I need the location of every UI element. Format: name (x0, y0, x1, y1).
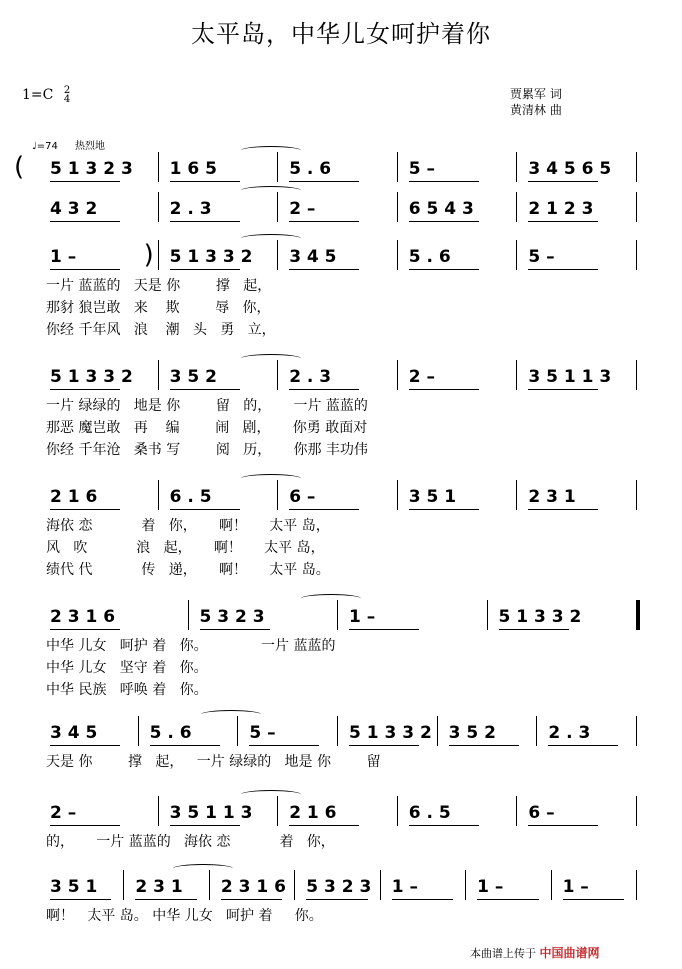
tempo-marking (32, 137, 105, 152)
measure: 2 . 3 (548, 723, 591, 743)
barline (123, 870, 124, 900)
barline (397, 240, 398, 270)
barline (516, 360, 517, 390)
tempo-value: ♩=74 (32, 141, 58, 152)
beam-underline (50, 389, 120, 390)
barline (636, 796, 637, 826)
lyric-line: 的， 一片 蓝蓝的 海依 恋 着 你， (46, 834, 335, 850)
measure: 1 6 5 (169, 159, 217, 179)
measure: 2 1 2 3 (528, 199, 594, 219)
measure: 3 5 2 (169, 367, 217, 387)
slur-tie (241, 474, 301, 483)
beam-underline (528, 221, 598, 222)
measure: 3 4 5 (50, 723, 98, 743)
notation-line (0, 152, 682, 192)
beam-underline (170, 509, 240, 510)
beam-underline (289, 269, 359, 270)
beam-underline (289, 181, 359, 182)
beam-underline (170, 389, 240, 390)
lyric-line: 中华 儿女 坚守 着 你。 (46, 660, 208, 676)
beam-underline (200, 629, 270, 630)
measure: 2 3 1 6 (220, 877, 286, 897)
beam-underline (392, 899, 453, 900)
notation-line (0, 198, 682, 232)
barline (397, 192, 398, 222)
beam-underline (409, 509, 479, 510)
barline (158, 192, 159, 222)
repeat-close-paren: ) (143, 240, 154, 270)
measure: 1 – (50, 247, 77, 267)
barline (636, 152, 637, 182)
barline (337, 600, 338, 630)
beam-underline (50, 509, 120, 510)
barline (158, 796, 159, 826)
measure: 2 . 3 (289, 367, 332, 387)
beam-underline (548, 745, 618, 746)
barline (397, 796, 398, 826)
measure: 3 5 1 (50, 877, 98, 897)
beam-underline (563, 899, 624, 900)
barline (636, 716, 637, 746)
beam-underline (50, 745, 120, 746)
beam-underline (477, 899, 538, 900)
measure: 6 5 4 3 (408, 199, 474, 219)
measure: 6 – (528, 803, 555, 823)
notation-line (0, 240, 682, 280)
beam-underline (135, 899, 196, 900)
barline (277, 240, 278, 270)
barline (487, 600, 488, 630)
footer-text: 本曲谱上传于 (470, 947, 536, 960)
measure: 6 . 5 (169, 487, 212, 507)
barline (636, 192, 637, 222)
slur-tie (173, 864, 233, 873)
barline (636, 240, 637, 270)
measure: 2 – (50, 803, 77, 823)
measure: 3 5 1 (408, 487, 457, 507)
barline (380, 870, 381, 900)
measure: 1 – (391, 877, 418, 897)
barline (158, 152, 159, 182)
barline (158, 240, 159, 270)
notation-line (0, 366, 682, 400)
beam-underline (289, 509, 359, 510)
barline (636, 360, 637, 390)
slur-tie (201, 710, 261, 719)
measure: 5 3 2 3 (306, 877, 372, 897)
key-label: 1=C (22, 87, 54, 103)
measure: 5 1 3 3 2 (498, 607, 582, 627)
lyric-line: 那恶 魔岂敢 再 编 闹 剧， 你勇 敢面对 (46, 420, 368, 436)
barline (636, 600, 640, 630)
time-signature-top: 2 (63, 85, 71, 96)
beam-underline (50, 221, 120, 222)
measure: 5 – (249, 723, 276, 743)
notation-line (0, 486, 682, 520)
measure: 1 – (349, 607, 376, 627)
barline (465, 870, 466, 900)
beam-underline (249, 745, 319, 746)
barline (277, 480, 278, 510)
barline (277, 192, 278, 222)
measure: 2 . 3 (169, 199, 212, 219)
slur-tie (241, 186, 301, 195)
measure: 2 3 1 6 (50, 607, 116, 627)
repeat-open-paren: ( (14, 152, 25, 182)
measure: 3 4 5 (289, 247, 337, 267)
beam-underline (409, 389, 479, 390)
lyric-line: 中华 儿女 呵护 着 你。 一片 蓝蓝的 (46, 638, 336, 654)
barline (437, 716, 438, 746)
lyric-line: 你经 千年沧 桑书 写 阅 历， 你那 丰功伟 (46, 442, 368, 458)
lyric-line: 一片 绿绿的 地是 你 留 的， 一片 蓝蓝的 (46, 398, 368, 414)
beam-underline (306, 899, 367, 900)
page-title: 太平岛，中华儿女呵护着你 (191, 20, 491, 48)
slur-tie (301, 594, 361, 603)
barline (158, 480, 159, 510)
beam-underline (150, 745, 220, 746)
measure: 5 1 3 3 2 (50, 367, 133, 387)
lyric-line: 绩代 代 传 递， 啊！ 太平 岛。 (46, 562, 330, 578)
beam-underline (409, 825, 479, 826)
lyric-line: 海依 恋 着 你， 啊！ 太平 岛， (46, 518, 330, 534)
measure: 5 – (528, 247, 555, 267)
barline (277, 152, 278, 182)
slur-tie (241, 234, 301, 243)
measure: 5 – (408, 159, 436, 179)
beam-underline (528, 269, 598, 270)
measure: 1 – (562, 877, 589, 897)
beam-underline (528, 825, 598, 826)
time-signature (64, 86, 70, 104)
notation-line (0, 876, 682, 910)
barline (636, 480, 637, 510)
barline (397, 152, 398, 182)
lyric-line: 天是 你 撑 起， 一片 绿绿的 地是 你 留 (46, 754, 381, 770)
notation-line (0, 722, 682, 756)
beam-underline (528, 389, 598, 390)
beam-underline (528, 181, 598, 182)
barline (237, 716, 238, 746)
measure: 3 5 1 1 3 (528, 367, 612, 387)
beam-underline (170, 269, 240, 270)
measure: 3 5 2 (448, 723, 496, 743)
measure: 2 – (289, 199, 316, 219)
beam-underline (50, 825, 120, 826)
slur-tie (241, 146, 301, 155)
barline (636, 870, 637, 900)
barline (209, 870, 210, 900)
measure: 4 3 2 (50, 199, 98, 219)
lyric-line: 那豺 狼岂敢 来 欺 辱 你， (46, 300, 271, 316)
beam-underline (170, 221, 240, 222)
lyric-line: 一片 蓝蓝的 天是 你 撑 起， (46, 278, 272, 294)
beam-underline (409, 221, 479, 222)
measure: 5 . 6 (408, 247, 451, 267)
lyric-line: 你经 千年风 浪 潮 头 勇 立， (46, 322, 276, 338)
beam-underline (50, 181, 120, 182)
barline (516, 240, 517, 270)
beam-underline (221, 899, 282, 900)
measure: 6 . 5 (408, 803, 451, 823)
measure: 1 – (477, 877, 504, 897)
barline (294, 870, 295, 900)
measure: 5 1 3 2 3 (50, 159, 133, 179)
site-logo: 中国曲谱网 (539, 946, 600, 960)
footer (470, 944, 600, 961)
lyric-line: 中华 民族 呼唤 着 你。 (46, 682, 208, 698)
beam-underline (449, 745, 519, 746)
beam-underline (289, 221, 359, 222)
slur-tie (241, 354, 301, 363)
barline (397, 480, 398, 510)
beam-underline (170, 825, 240, 826)
notation-line (0, 606, 682, 640)
barline (551, 870, 552, 900)
barline (536, 716, 537, 746)
measure: 3 4 5 6 5 (528, 159, 612, 179)
notation-line (0, 802, 682, 836)
lyric-line: 啊！ 太平 岛。 中华 儿女 呵护 着 你。 (46, 908, 323, 924)
measure: 5 1 3 3 2 (349, 723, 432, 743)
slur-tie (241, 790, 301, 799)
barline (277, 360, 278, 390)
measure: 5 3 2 3 (199, 607, 265, 627)
beam-underline (349, 629, 419, 630)
expression-mark: 热烈地 (75, 141, 106, 152)
measure: 2 3 1 (135, 877, 183, 897)
measure: 5 1 3 3 2 (169, 247, 253, 267)
lyricist: 贾累军 词 (510, 87, 562, 101)
key-signature (22, 86, 70, 104)
barline (516, 480, 517, 510)
beam-underline (289, 389, 359, 390)
beam-underline (170, 181, 240, 182)
lyric-line: 风 吹 浪 起， 啊！ 太平 岛， (46, 540, 325, 556)
measure: 3 5 1 1 3 (169, 803, 253, 823)
time-signature-bottom: 4 (63, 94, 71, 105)
barline (277, 796, 278, 826)
beam-underline (50, 899, 111, 900)
measure: 5 . 6 (289, 159, 332, 179)
measure: 5 . 6 (149, 723, 192, 743)
composer: 黄清林 曲 (510, 103, 562, 117)
barline (158, 360, 159, 390)
measure: 2 – (408, 367, 436, 387)
beam-underline (50, 629, 120, 630)
beam-underline (409, 181, 479, 182)
barline (516, 152, 517, 182)
measure: 2 3 1 (528, 487, 576, 507)
barline (188, 600, 189, 630)
beam-underline (349, 745, 419, 746)
beam-underline (499, 629, 569, 630)
barline (397, 360, 398, 390)
barline (516, 192, 517, 222)
beam-underline (409, 269, 479, 270)
barline (138, 716, 139, 746)
measure: 2 1 6 (289, 803, 337, 823)
measure: 2 1 6 (50, 487, 98, 507)
measure: 6 – (289, 487, 316, 507)
barline (516, 796, 517, 826)
beam-underline (289, 825, 359, 826)
beam-underline (528, 509, 598, 510)
beam-underline (50, 269, 120, 270)
barline (337, 716, 338, 746)
credits (510, 86, 562, 118)
